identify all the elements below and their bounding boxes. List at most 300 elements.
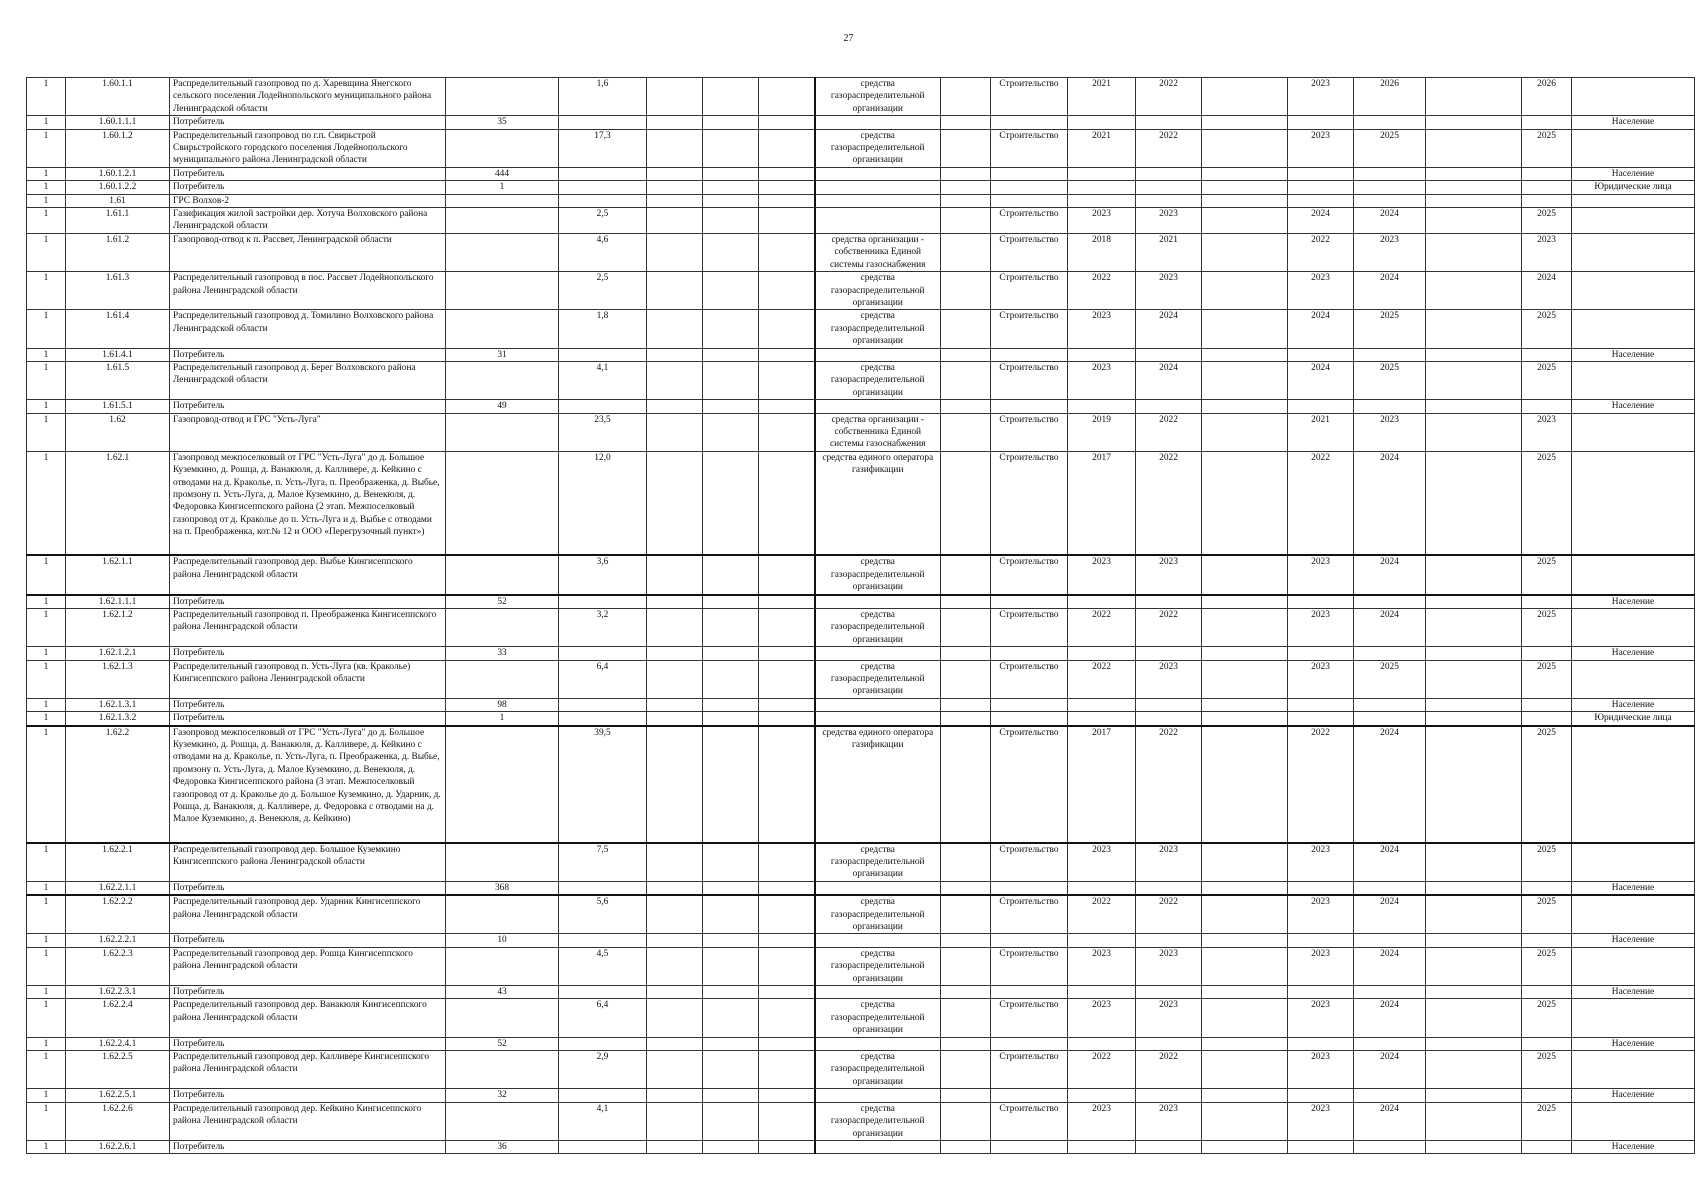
- cell-col-9: средства газораспределительной организации: [815, 78, 941, 116]
- cell-col-17: [1426, 361, 1522, 399]
- cell-col-11: Строительство: [991, 208, 1068, 234]
- cell-col-15: 2023: [1288, 608, 1354, 646]
- cell-col-3: Распределительный газопровод дер. Выбье Кингисеппского района Ленинградской области: [170, 555, 446, 594]
- cell-col-12: [1068, 698, 1136, 711]
- cell-col-18: 2025: [1522, 555, 1572, 594]
- cell-col-1: 1: [27, 712, 66, 726]
- cell-col-2: 1.62.2.4.1: [66, 1037, 170, 1050]
- cell-col-8: [759, 843, 815, 882]
- cell-col-18: 2024: [1522, 272, 1572, 310]
- cell-col-7: [703, 181, 759, 194]
- cell-col-8: [759, 986, 815, 999]
- cell-col-10: [941, 400, 991, 413]
- cell-col-7: [703, 194, 759, 207]
- cell-col-12: 2023: [1068, 947, 1136, 985]
- cell-col-2: 1.62.2.2: [66, 895, 170, 934]
- cell-col-13: 2023: [1136, 272, 1202, 310]
- cell-col-11: [991, 698, 1068, 711]
- cell-col-15: 2023: [1288, 555, 1354, 594]
- cell-col-19: Население: [1572, 116, 1695, 129]
- cell-col-19: Население: [1572, 698, 1695, 711]
- cell-col-2: 1.60.1.2.2: [66, 181, 170, 194]
- cell-col-11: Строительство: [991, 129, 1068, 167]
- cell-col-15: [1288, 712, 1354, 726]
- cell-col-15: 2023: [1288, 947, 1354, 985]
- cell-col-17: [1426, 167, 1522, 180]
- cell-col-9: средства газораспределительной организации: [815, 129, 941, 167]
- cell-col-8: [759, 881, 815, 895]
- cell-col-19: [1572, 451, 1695, 555]
- cell-col-14: [1202, 400, 1288, 413]
- cell-col-7: [703, 608, 759, 646]
- cell-col-16: [1354, 181, 1426, 194]
- cell-col-4: [446, 895, 559, 934]
- cell-col-14: [1202, 78, 1288, 116]
- cell-col-3: Потребитель: [170, 712, 446, 726]
- cell-col-7: [703, 78, 759, 116]
- cell-col-4: [446, 233, 559, 271]
- cell-col-13: [1136, 1089, 1202, 1102]
- cell-col-13: [1136, 194, 1202, 207]
- cell-col-3: Распределительный газопровод по д. Харевщина Янегского сельского поселения Лодейнопольского муниципального района Ленинградской области: [170, 78, 446, 116]
- cell-col-9: [815, 194, 941, 207]
- cell-col-12: [1068, 167, 1136, 180]
- cell-col-10: [941, 1089, 991, 1102]
- cell-col-17: [1426, 895, 1522, 934]
- cell-col-4: [446, 208, 559, 234]
- cell-col-3: Распределительный газопровод дер. Ванакюля Кингисеппского района Ленинградской области: [170, 999, 446, 1037]
- cell-col-18: [1522, 348, 1572, 361]
- cell-col-8: [759, 400, 815, 413]
- cell-col-19: [1572, 1051, 1695, 1089]
- cell-col-7: [703, 1037, 759, 1050]
- cell-col-4: 36: [446, 1140, 559, 1153]
- cell-col-18: 2025: [1522, 1102, 1572, 1140]
- cell-col-13: 2023: [1136, 999, 1202, 1037]
- cell-col-6: [647, 129, 703, 167]
- cell-col-6: [647, 698, 703, 711]
- cell-col-5: [559, 167, 647, 180]
- cell-col-14: [1202, 843, 1288, 882]
- cell-col-8: [759, 348, 815, 361]
- cell-col-1: 1: [27, 934, 66, 947]
- cell-col-4: 52: [446, 595, 559, 609]
- cell-col-5: [559, 986, 647, 999]
- cell-col-1: 1: [27, 361, 66, 399]
- cell-col-4: 10: [446, 934, 559, 947]
- cell-col-5: 23,5: [559, 413, 647, 451]
- cell-col-13: 2022: [1136, 78, 1202, 116]
- cell-col-13: 2022: [1136, 413, 1202, 451]
- cell-col-18: 2025: [1522, 726, 1572, 843]
- cell-col-3: Потребитель: [170, 348, 446, 361]
- cell-col-13: 2021: [1136, 233, 1202, 271]
- cell-col-17: [1426, 1037, 1522, 1050]
- cell-col-8: [759, 1089, 815, 1102]
- cell-col-9: средства единого оператора газификации: [815, 451, 941, 555]
- cell-col-7: [703, 361, 759, 399]
- cell-col-18: [1522, 881, 1572, 895]
- cell-col-6: [647, 208, 703, 234]
- cell-col-12: 2022: [1068, 895, 1136, 934]
- cell-col-13: [1136, 116, 1202, 129]
- cell-col-5: 6,4: [559, 660, 647, 698]
- cell-col-17: [1426, 608, 1522, 646]
- cell-col-17: [1426, 843, 1522, 882]
- cell-col-4: [446, 843, 559, 882]
- cell-col-8: [759, 129, 815, 167]
- cell-col-15: [1288, 348, 1354, 361]
- cell-col-15: 2023: [1288, 999, 1354, 1037]
- cell-col-18: 2025: [1522, 660, 1572, 698]
- cell-col-16: 2024: [1354, 451, 1426, 555]
- cell-col-8: [759, 167, 815, 180]
- cell-col-16: 2023: [1354, 233, 1426, 271]
- cell-col-1: 1: [27, 1140, 66, 1153]
- cell-col-14: [1202, 986, 1288, 999]
- cell-col-17: [1426, 181, 1522, 194]
- cell-col-17: [1426, 129, 1522, 167]
- cell-col-16: [1354, 986, 1426, 999]
- cell-col-8: [759, 947, 815, 985]
- cell-col-16: 2025: [1354, 660, 1426, 698]
- cell-col-1: 1: [27, 999, 66, 1037]
- cell-col-8: [759, 647, 815, 660]
- cell-col-10: [941, 647, 991, 660]
- cell-col-13: [1136, 1037, 1202, 1050]
- table-row: [27, 208, 1695, 234]
- cell-col-2: 1.62: [66, 413, 170, 451]
- cell-col-10: [941, 181, 991, 194]
- cell-col-10: [941, 116, 991, 129]
- cell-col-19: [1572, 843, 1695, 882]
- cell-col-11: Строительство: [991, 78, 1068, 116]
- cell-col-1: 1: [27, 1037, 66, 1050]
- cell-col-1: 1: [27, 947, 66, 985]
- cell-col-17: [1426, 986, 1522, 999]
- cell-col-17: [1426, 660, 1522, 698]
- cell-col-16: 2025: [1354, 129, 1426, 167]
- cell-col-7: [703, 712, 759, 726]
- cell-col-12: 2023: [1068, 555, 1136, 594]
- cell-col-9: [815, 181, 941, 194]
- cell-col-5: [559, 712, 647, 726]
- cell-col-1: 1: [27, 843, 66, 882]
- cell-col-16: [1354, 712, 1426, 726]
- cell-col-13: [1136, 647, 1202, 660]
- cell-col-19: Население: [1572, 986, 1695, 999]
- cell-col-13: [1136, 1140, 1202, 1153]
- cell-col-8: [759, 1140, 815, 1153]
- cell-col-19: [1572, 310, 1695, 348]
- cell-col-19: Население: [1572, 1140, 1695, 1153]
- cell-col-8: [759, 595, 815, 609]
- table-row: [27, 555, 1695, 594]
- cell-col-17: [1426, 78, 1522, 116]
- cell-col-11: Строительство: [991, 999, 1068, 1037]
- cell-col-18: [1522, 1037, 1572, 1050]
- cell-col-6: [647, 595, 703, 609]
- cell-col-18: [1522, 647, 1572, 660]
- cell-col-15: [1288, 698, 1354, 711]
- cell-col-14: [1202, 116, 1288, 129]
- cell-col-7: [703, 934, 759, 947]
- cell-col-11: [991, 1037, 1068, 1050]
- cell-col-14: [1202, 1037, 1288, 1050]
- cell-col-10: [941, 843, 991, 882]
- cell-col-15: [1288, 194, 1354, 207]
- cell-col-10: [941, 167, 991, 180]
- cell-col-3: Газопровод-отвод и ГРС "Усть-Луга": [170, 413, 446, 451]
- cell-col-6: [647, 843, 703, 882]
- cell-col-7: [703, 555, 759, 594]
- cell-col-8: [759, 310, 815, 348]
- cell-col-19: Население: [1572, 595, 1695, 609]
- cell-col-10: [941, 348, 991, 361]
- cell-col-2: 1.61.3: [66, 272, 170, 310]
- cell-col-19: [1572, 555, 1695, 594]
- cell-col-3: Потребитель: [170, 986, 446, 999]
- cell-col-19: [1572, 413, 1695, 451]
- cell-col-12: 2023: [1068, 1102, 1136, 1140]
- cell-col-19: Юридические лица: [1572, 712, 1695, 726]
- cell-col-9: [815, 1037, 941, 1050]
- cell-col-17: [1426, 555, 1522, 594]
- table-row: [27, 1140, 1695, 1153]
- cell-col-9: [815, 208, 941, 234]
- cell-col-4: 444: [446, 167, 559, 180]
- cell-col-16: [1354, 400, 1426, 413]
- table-row: [27, 895, 1695, 934]
- cell-col-1: 1: [27, 1089, 66, 1102]
- page-number: 27: [843, 33, 854, 44]
- cell-col-8: [759, 451, 815, 555]
- cell-col-7: [703, 843, 759, 882]
- cell-col-9: средства газораспределительной организации: [815, 895, 941, 934]
- cell-col-10: [941, 660, 991, 698]
- cell-col-10: [941, 698, 991, 711]
- cell-col-1: 1: [27, 167, 66, 180]
- cell-col-13: 2022: [1136, 608, 1202, 646]
- cell-col-3: ГРС Волхов-2: [170, 194, 446, 207]
- cell-col-19: [1572, 895, 1695, 934]
- cell-col-16: [1354, 595, 1426, 609]
- cell-col-8: [759, 1037, 815, 1050]
- cell-col-9: [815, 1140, 941, 1153]
- cell-col-17: [1426, 712, 1522, 726]
- cell-col-12: 2019: [1068, 413, 1136, 451]
- table-row: [27, 726, 1695, 843]
- cell-col-19: [1572, 947, 1695, 985]
- cell-col-15: 2022: [1288, 233, 1354, 271]
- cell-col-10: [941, 1051, 991, 1089]
- cell-col-5: 7,5: [559, 843, 647, 882]
- cell-col-1: 1: [27, 413, 66, 451]
- table-row: [27, 1089, 1695, 1102]
- cell-col-9: средства газораспределительной организации: [815, 999, 941, 1037]
- cell-col-1: 1: [27, 451, 66, 555]
- cell-col-8: [759, 1051, 815, 1089]
- cell-col-18: 2025: [1522, 999, 1572, 1037]
- cell-col-3: Распределительный газопровод в пос. Рассвет Лодейнопольского района Ленинградской области: [170, 272, 446, 310]
- cell-col-6: [647, 1037, 703, 1050]
- cell-col-8: [759, 413, 815, 451]
- cell-col-7: [703, 1051, 759, 1089]
- cell-col-5: 17,3: [559, 129, 647, 167]
- cell-col-4: 98: [446, 698, 559, 711]
- cell-col-18: [1522, 167, 1572, 180]
- cell-col-3: Газопровод межпоселковый от ГРС "Усть-Луга" до д. Большое Куземкино, д. Рошца, д. Ванакюля, д. Калливере, д. Кейкино с отводами на д. Краколье, п. Усть-Луга, п. Преображенка, д. Выбье, промзону п. Усть-Луга, д. Малое Куземкино, д. Венекюля, д. Федоровка Кингисеппского района (2 этап. Межпоселковый газопровод от д. Краколье до п. Усть-Луга и д. Выбье с отводами на п. Преображенка, кот.№ 12 и ООО «Перегрузочный пункт»): [170, 451, 446, 555]
- cell-col-11: Строительство: [991, 272, 1068, 310]
- cell-col-2: 1.61.5: [66, 361, 170, 399]
- cell-col-5: 3,6: [559, 555, 647, 594]
- cell-col-11: [991, 647, 1068, 660]
- cell-col-16: 2024: [1354, 1102, 1426, 1140]
- cell-col-7: [703, 310, 759, 348]
- cell-col-16: 2024: [1354, 272, 1426, 310]
- table-row: [27, 233, 1695, 271]
- cell-col-14: [1202, 1089, 1288, 1102]
- cell-col-18: 2025: [1522, 895, 1572, 934]
- table-row: [27, 999, 1695, 1037]
- cell-col-7: [703, 647, 759, 660]
- cell-col-16: 2024: [1354, 208, 1426, 234]
- cell-col-18: 2025: [1522, 947, 1572, 985]
- cell-col-4: [446, 194, 559, 207]
- register-body: [27, 78, 1695, 1154]
- cell-col-3: Распределительный газопровод д. Берег Волховского района Ленинградской области: [170, 361, 446, 399]
- cell-col-6: [647, 400, 703, 413]
- table-row: [27, 78, 1695, 116]
- cell-col-8: [759, 233, 815, 271]
- cell-col-13: 2023: [1136, 1102, 1202, 1140]
- cell-col-11: Строительство: [991, 451, 1068, 555]
- cell-col-18: 2023: [1522, 413, 1572, 451]
- cell-col-4: [446, 361, 559, 399]
- cell-col-17: [1426, 1140, 1522, 1153]
- cell-col-10: [941, 555, 991, 594]
- cell-col-7: [703, 881, 759, 895]
- cell-col-16: 2024: [1354, 895, 1426, 934]
- cell-col-2: 1.60.1.2.1: [66, 167, 170, 180]
- cell-col-2: 1.62.2.3: [66, 947, 170, 985]
- cell-col-6: [647, 451, 703, 555]
- cell-col-17: [1426, 400, 1522, 413]
- cell-col-13: [1136, 400, 1202, 413]
- cell-col-11: Строительство: [991, 361, 1068, 399]
- cell-col-11: Строительство: [991, 1051, 1068, 1089]
- cell-col-7: [703, 129, 759, 167]
- cell-col-9: средства газораспределительной организации: [815, 272, 941, 310]
- table-row: [27, 310, 1695, 348]
- cell-col-19: [1572, 272, 1695, 310]
- cell-col-17: [1426, 1089, 1522, 1102]
- cell-col-2: 1.62.2.6: [66, 1102, 170, 1140]
- cell-col-6: [647, 194, 703, 207]
- cell-col-2: 1.61: [66, 194, 170, 207]
- cell-col-16: [1354, 647, 1426, 660]
- cell-col-18: [1522, 712, 1572, 726]
- cell-col-13: 2023: [1136, 947, 1202, 985]
- cell-col-13: [1136, 934, 1202, 947]
- cell-col-17: [1426, 348, 1522, 361]
- cell-col-16: 2025: [1354, 361, 1426, 399]
- cell-col-4: [446, 555, 559, 594]
- cell-col-3: Газопровод-отвод к п. Рассвет, Ленинградской области: [170, 233, 446, 271]
- cell-col-3: Потребитель: [170, 1037, 446, 1050]
- cell-col-18: [1522, 1089, 1572, 1102]
- cell-col-4: 31: [446, 348, 559, 361]
- table-row: [27, 1037, 1695, 1050]
- cell-col-1: 1: [27, 986, 66, 999]
- cell-col-12: [1068, 181, 1136, 194]
- cell-col-9: [815, 116, 941, 129]
- table-row: [27, 129, 1695, 167]
- cell-col-4: [446, 413, 559, 451]
- cell-col-11: Строительство: [991, 555, 1068, 594]
- cell-col-10: [941, 595, 991, 609]
- cell-col-18: [1522, 698, 1572, 711]
- cell-col-18: 2025: [1522, 843, 1572, 882]
- cell-col-11: Строительство: [991, 233, 1068, 271]
- cell-col-12: 2022: [1068, 272, 1136, 310]
- cell-col-15: [1288, 934, 1354, 947]
- cell-col-5: 4,1: [559, 361, 647, 399]
- cell-col-5: [559, 181, 647, 194]
- cell-col-7: [703, 698, 759, 711]
- cell-col-2: 1.62.2.6.1: [66, 1140, 170, 1153]
- cell-col-3: Распределительный газопровод дер. Ударник Кингисеппского района Ленинградской области: [170, 895, 446, 934]
- cell-col-2: 1.62.1.3.1: [66, 698, 170, 711]
- cell-col-10: [941, 1140, 991, 1153]
- cell-col-13: [1136, 167, 1202, 180]
- cell-col-19: Население: [1572, 934, 1695, 947]
- cell-col-5: 3,2: [559, 608, 647, 646]
- cell-col-10: [941, 310, 991, 348]
- cell-col-10: [941, 413, 991, 451]
- cell-col-15: 2023: [1288, 895, 1354, 934]
- cell-col-1: 1: [27, 310, 66, 348]
- cell-col-17: [1426, 451, 1522, 555]
- cell-col-13: [1136, 181, 1202, 194]
- cell-col-14: [1202, 413, 1288, 451]
- cell-col-12: [1068, 1140, 1136, 1153]
- cell-col-18: 2025: [1522, 451, 1572, 555]
- cell-col-8: [759, 555, 815, 594]
- cell-col-14: [1202, 712, 1288, 726]
- cell-col-13: [1136, 595, 1202, 609]
- cell-col-7: [703, 167, 759, 180]
- cell-col-14: [1202, 698, 1288, 711]
- cell-col-10: [941, 726, 991, 843]
- cell-col-5: 2,9: [559, 1051, 647, 1089]
- cell-col-15: [1288, 1089, 1354, 1102]
- cell-col-16: 2024: [1354, 843, 1426, 882]
- cell-col-17: [1426, 947, 1522, 985]
- cell-col-2: 1.61.4: [66, 310, 170, 348]
- cell-col-2: 1.61.5.1: [66, 400, 170, 413]
- cell-col-12: [1068, 934, 1136, 947]
- table-row: [27, 413, 1695, 451]
- cell-col-3: Распределительный газопровод п. Преображенка Кингисеппского района Ленинградской области: [170, 608, 446, 646]
- cell-col-2: 1.62.2.1: [66, 843, 170, 882]
- cell-col-4: [446, 1102, 559, 1140]
- cell-col-13: 2022: [1136, 129, 1202, 167]
- cell-col-9: [815, 934, 941, 947]
- cell-col-6: [647, 116, 703, 129]
- cell-col-14: [1202, 947, 1288, 985]
- cell-col-12: 2023: [1068, 361, 1136, 399]
